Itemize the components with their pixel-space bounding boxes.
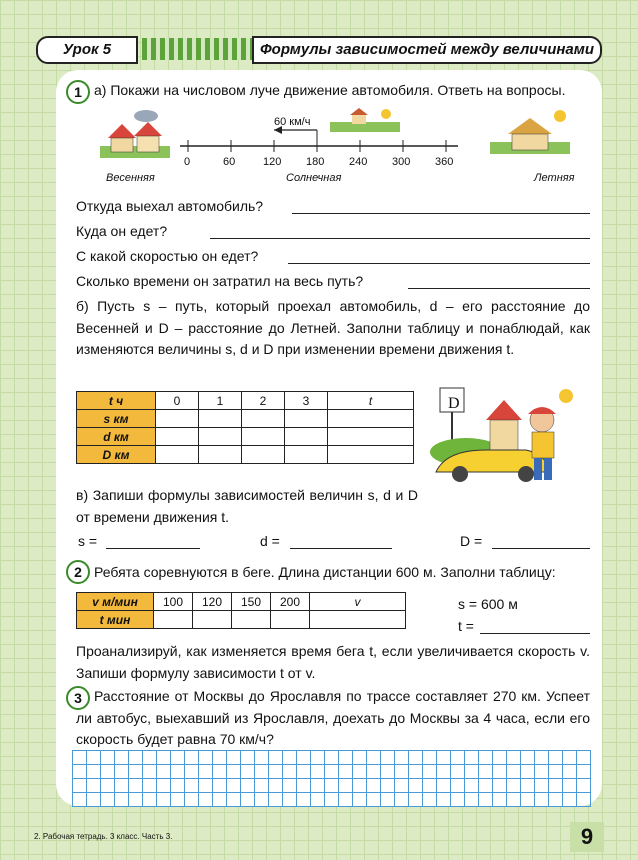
th-v-var: v bbox=[310, 593, 406, 611]
time-formula-label: t = bbox=[458, 618, 474, 634]
row-d: d км bbox=[77, 428, 156, 446]
task1-intro: а) Покажи на числовом луче движение автомобиля. Ответь на вопросы. bbox=[94, 82, 566, 98]
th-t: t ч bbox=[77, 392, 156, 410]
distance-given: s = 600 м bbox=[458, 596, 518, 612]
answer-line-3[interactable] bbox=[288, 263, 590, 264]
answer-line-2[interactable] bbox=[210, 238, 590, 239]
th-150: 150 bbox=[232, 593, 271, 611]
table-run bbox=[76, 592, 406, 629]
question-1: Откуда выехал автомобиль? bbox=[76, 198, 264, 214]
th-0: 0 bbox=[156, 392, 199, 410]
formula-D-line[interactable] bbox=[492, 548, 590, 549]
task-number-3: 3 bbox=[66, 686, 90, 710]
lesson-label: Урок 5 bbox=[36, 36, 138, 64]
task1-part-c: в) Запиши формулы зависимостей величин s, d и D от времени движения t. bbox=[76, 487, 418, 525]
question-2: Куда он едет? bbox=[76, 223, 168, 239]
lesson-topic: Формулы зависимостей между величинами bbox=[252, 36, 602, 64]
formula-d-line[interactable] bbox=[290, 548, 392, 549]
row-s: s км bbox=[77, 410, 156, 428]
formula-D: D = bbox=[460, 533, 483, 549]
time-formula-line[interactable] bbox=[480, 633, 590, 634]
tick-120: 120 bbox=[263, 156, 282, 168]
village-solnechnaya-illustration bbox=[330, 108, 400, 132]
lesson-header bbox=[36, 36, 602, 62]
tick-0: 0 bbox=[184, 156, 191, 168]
tick-300: 300 bbox=[392, 156, 411, 168]
tick-360: 360 bbox=[435, 156, 454, 168]
place-solnechnaya: Солнечная bbox=[286, 172, 342, 184]
footer-text: 2. Рабочая тетрадь. 3 класс. Часть 3. bbox=[34, 832, 173, 841]
task2-text: Ребята соревнуются в беге. Длина дистанции 600 м. Заполни таблицу: bbox=[94, 564, 556, 580]
formula-s: s = bbox=[78, 533, 98, 549]
tick-240: 240 bbox=[349, 156, 368, 168]
th-2: 2 bbox=[242, 392, 285, 410]
answer-line-1[interactable] bbox=[292, 213, 590, 214]
task-number-1: 1 bbox=[66, 80, 90, 104]
th-3: 3 bbox=[285, 392, 328, 410]
th-v: v м/мин bbox=[77, 593, 154, 611]
task-number-2: 2 bbox=[66, 560, 90, 584]
row-t: t мин bbox=[77, 611, 154, 629]
answer-line-4[interactable] bbox=[408, 288, 590, 289]
question-4: Сколько времени он затратил на весь путь? bbox=[76, 273, 364, 289]
th-100: 100 bbox=[154, 593, 193, 611]
question-3: С какой скоростью он едет? bbox=[76, 248, 259, 264]
th-t-var: t bbox=[328, 392, 414, 410]
answer-grid[interactable] bbox=[72, 750, 591, 807]
village-vesennyaya-illustration bbox=[100, 110, 170, 158]
formula-s-line[interactable] bbox=[106, 548, 200, 549]
place-letnyaya: Летняя bbox=[534, 172, 575, 184]
header-stripes bbox=[142, 38, 252, 60]
sign-letter: D bbox=[448, 395, 460, 412]
place-vesennyaya: Весенняя bbox=[106, 172, 155, 184]
table-distance bbox=[76, 391, 414, 464]
tick-180: 180 bbox=[306, 156, 325, 168]
th-1: 1 bbox=[199, 392, 242, 410]
speed-label: 60 км/ч bbox=[274, 116, 311, 128]
task2-analysis: Проанализируй, как изменяется время бега t, если увеличивается скорость v. Запиши формулу зависимости t от v. bbox=[76, 643, 590, 681]
formula-d: d = bbox=[260, 533, 280, 549]
page-number: 9 bbox=[570, 822, 604, 852]
village-letnyaya-illustration bbox=[490, 110, 570, 154]
task1-part-b: б) Пусть s – путь, который проехал автомобиль, d – его расстояние до Весенней и D – расстояние до Летней. Заполни таблицу и понаблюдай, как изменяются величины s, d и D при изменении времени движения t. bbox=[76, 298, 590, 357]
task3-text: Расстояние от Москвы до Ярославля по трассе составляет 270 км. Успеет ли автобус, выехавший из Ярославля, доехать до Москвы за 4 часа, если его скорость будет равна 70 км/ч? bbox=[76, 688, 590, 747]
row-D: D км bbox=[77, 446, 156, 464]
th-200: 200 bbox=[271, 593, 310, 611]
tick-60: 60 bbox=[223, 156, 236, 168]
th-120: 120 bbox=[193, 593, 232, 611]
